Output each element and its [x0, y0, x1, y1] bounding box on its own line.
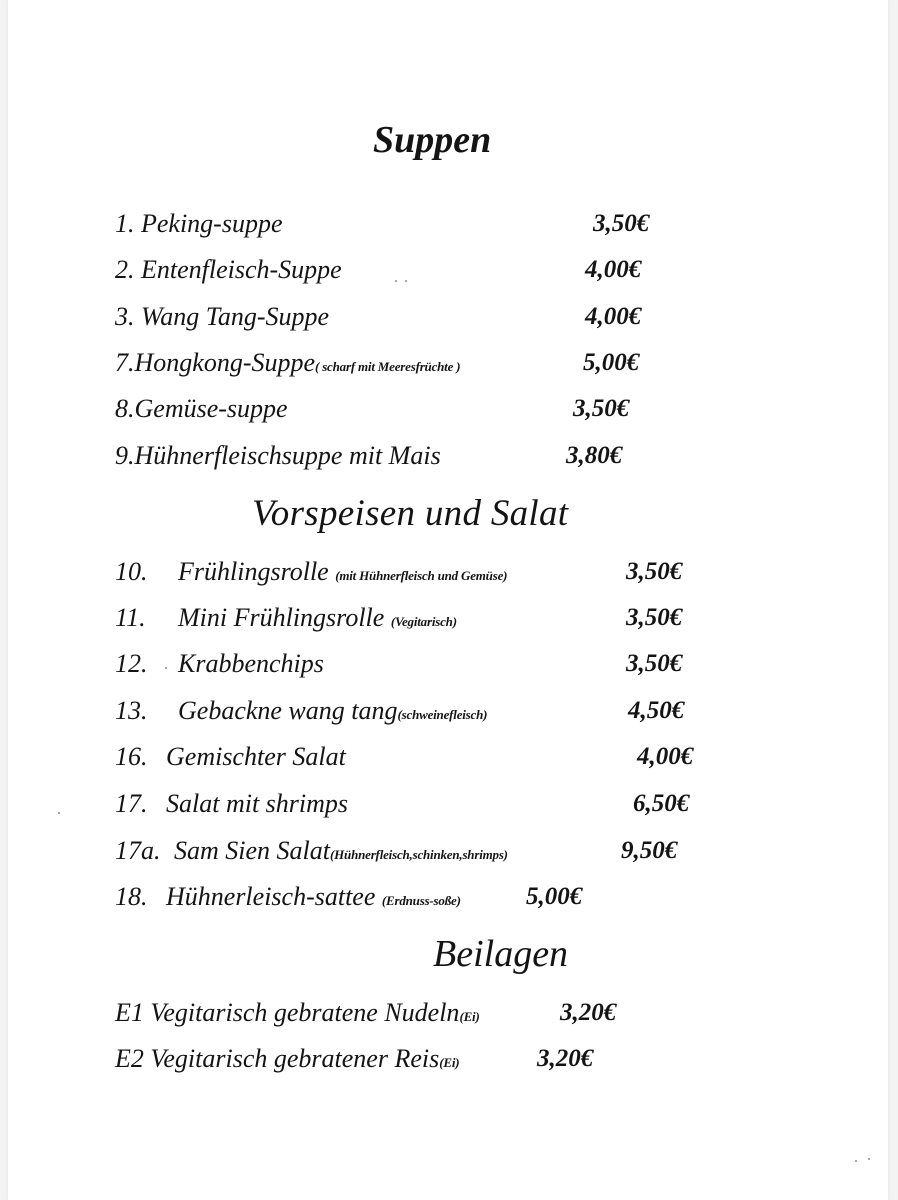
item-name: Krabbenchips — [178, 649, 324, 678]
menu-item — [0, 739, 898, 775]
menu-item — [0, 299, 898, 335]
item-note: (Ei) — [439, 1055, 460, 1070]
section-title-beilagen: Beilagen — [433, 933, 569, 975]
item-price: 3,80€ — [566, 442, 623, 469]
menu-item — [0, 252, 898, 288]
section-title-suppen: Suppen — [373, 119, 492, 161]
item-note: (Ei) — [459, 1009, 480, 1024]
menu-item — [0, 646, 898, 682]
menu-item — [0, 995, 898, 1031]
item-price: 3,20€ — [560, 999, 617, 1026]
item-number: 16. — [115, 742, 148, 771]
item-price: 4,00€ — [585, 303, 642, 330]
item-price: 3,50€ — [626, 604, 683, 631]
item-price: 3,50€ — [593, 210, 650, 237]
item-price: 3,50€ — [573, 395, 630, 422]
item-label: Gebackne wang tang — [178, 696, 398, 725]
menu-item — [0, 786, 898, 822]
item-label: 7.Hongkong-Suppe — [115, 348, 316, 377]
scan-speck — [405, 280, 407, 282]
item-note: (schweinefleisch) — [397, 707, 488, 722]
item-number: 12. — [115, 649, 148, 678]
scan-speck — [868, 1158, 870, 1160]
menu-item — [0, 345, 898, 381]
item-price: 4,00€ — [637, 743, 694, 770]
scan-speck — [855, 1160, 857, 1162]
scan-speck — [58, 812, 60, 814]
item-name: Gemischter Salat — [166, 742, 346, 771]
section-title-vorspeisen: Vorspeisen und Salat — [252, 493, 569, 534]
menu-item — [0, 1041, 898, 1077]
item-name: 1. Peking-suppe — [115, 209, 283, 238]
item-price: 9,50€ — [621, 837, 678, 864]
item-number: 10. — [115, 557, 148, 586]
item-price: 3,20€ — [537, 1045, 594, 1072]
item-name — [174, 833, 508, 873]
item-name: 8.Gemüse-suppe — [115, 394, 288, 423]
menu-item — [0, 391, 898, 427]
item-price: 3,50€ — [626, 558, 683, 585]
scan-speck — [395, 280, 397, 282]
item-name: Salat mit shrimps — [166, 789, 349, 818]
item-note: (mit Hühnerfleisch und Gemüse) — [335, 568, 508, 583]
item-price: 4,00€ — [585, 256, 642, 283]
item-name — [115, 995, 480, 1035]
item-price: 6,50€ — [633, 790, 690, 817]
item-name: 9.Hühnerfleischsuppe mit Mais — [115, 441, 441, 470]
item-name — [166, 879, 461, 919]
item-name — [115, 345, 460, 385]
item-name: 2. Entenfleisch-Suppe — [115, 255, 342, 284]
menu-item — [0, 554, 898, 590]
menu-item — [0, 600, 898, 636]
item-note: (Erdnuss-soße) — [381, 893, 461, 908]
item-price: 3,50€ — [626, 650, 683, 677]
item-number: 18. — [115, 882, 148, 911]
item-note: ( scharf mit Meeresfrüchte ) — [315, 359, 461, 374]
scan-speck — [165, 667, 167, 669]
item-price: 5,00€ — [526, 883, 583, 910]
item-name: 3. Wang Tang-Suppe — [115, 302, 330, 331]
item-name — [115, 1041, 459, 1081]
item-label: Frühlingsrolle — [178, 557, 329, 586]
item-number: 11. — [115, 603, 146, 632]
item-name — [178, 693, 487, 733]
item-label: Mini Frühlingsrolle — [178, 603, 385, 632]
item-price: 5,00€ — [583, 349, 640, 376]
item-name — [178, 600, 457, 640]
item-name — [178, 554, 507, 594]
item-label: E2 Vegitarisch gebratener Reis — [115, 1044, 440, 1073]
item-label: Hühnerleisch-sattee — [166, 882, 376, 911]
menu-item — [0, 833, 898, 869]
item-number: 17. — [115, 789, 148, 818]
item-number: 13. — [115, 696, 148, 725]
item-number: 17a. — [115, 836, 161, 865]
item-label: Sam Sien Salat — [174, 836, 330, 865]
item-price: 4,50€ — [628, 697, 685, 724]
menu-item — [0, 438, 898, 474]
menu-item — [0, 879, 898, 915]
menu-item — [0, 206, 898, 242]
item-label: E1 Vegitarisch gebratene Nudeln — [115, 998, 460, 1027]
item-note: (Hühnerfleisch,schinken,shrimps) — [330, 847, 508, 862]
item-note: (Vegitarisch) — [390, 614, 457, 629]
menu-item — [0, 693, 898, 729]
